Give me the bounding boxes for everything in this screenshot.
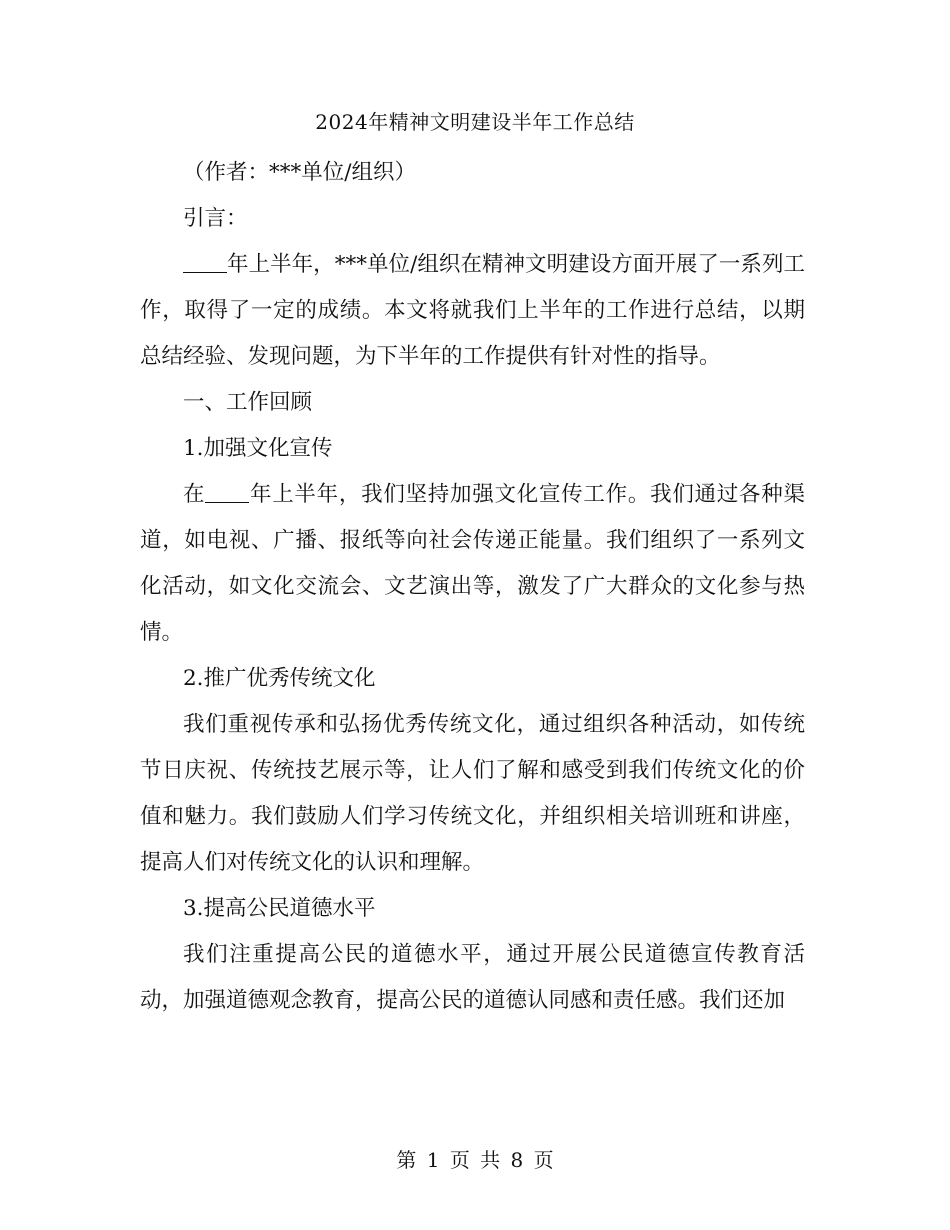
section-heading-review: 一、工作回顾 xyxy=(183,390,313,415)
year-blank xyxy=(205,481,249,504)
author-line: （作者：***单位/组织） xyxy=(183,160,416,185)
culture-text-before: 在 xyxy=(183,482,206,507)
intro-heading: 引言： xyxy=(183,206,248,231)
document-title: 2024年精神文明建设半年工作总结 xyxy=(315,110,635,134)
culture-text-after: 年上半年，我们坚持加强文化宣传工作。我们通过各种渠道，如电视、广播、报纸等向社会传递正能量。我们组织了一系列文化活动，如文化交流会、文艺演出等，激发了广大群众的文化参与热情。 xyxy=(140,482,805,645)
page-number-footer: 第 1 页 共 8 页 xyxy=(396,1148,554,1172)
civic-morality-paragraph: 我们注重提高公民的道德水平，通过开展公民道德宣传教育活动，加强道德观念教育，提高公民的道德认同感和责任感。我们还加 xyxy=(140,942,805,1013)
intro-text-after: 年上半年，***单位/组织在精神文明建设方面开展了一系列工作，取得了一定的成绩。本文将就我们上半年的工作进行总结，以期总结经验、发现问题，为下半年的工作提供有针对性的指导。 xyxy=(140,252,805,369)
year-blank xyxy=(183,251,227,274)
culture-promotion-paragraph xyxy=(140,472,805,656)
subheading-traditional-culture: 2.推广优秀传统文化 xyxy=(183,666,376,691)
subheading-civic-morality: 3.提高公民道德水平 xyxy=(183,896,376,921)
document-body xyxy=(140,150,805,1024)
traditional-culture-paragraph: 我们重视传承和弘扬优秀传统文化，通过组织各种活动，如传统节日庆祝、传统技艺展示等，让人们了解和感受到我们传统文化的价值和魅力。我们鼓励人们学习传统文化，并组织相关培训班和讲座，提高人们对传统文化的认识和理解。 xyxy=(140,712,805,875)
subheading-culture-promotion: 1.加强文化宣传 xyxy=(183,436,333,461)
intro-paragraph xyxy=(140,242,805,380)
